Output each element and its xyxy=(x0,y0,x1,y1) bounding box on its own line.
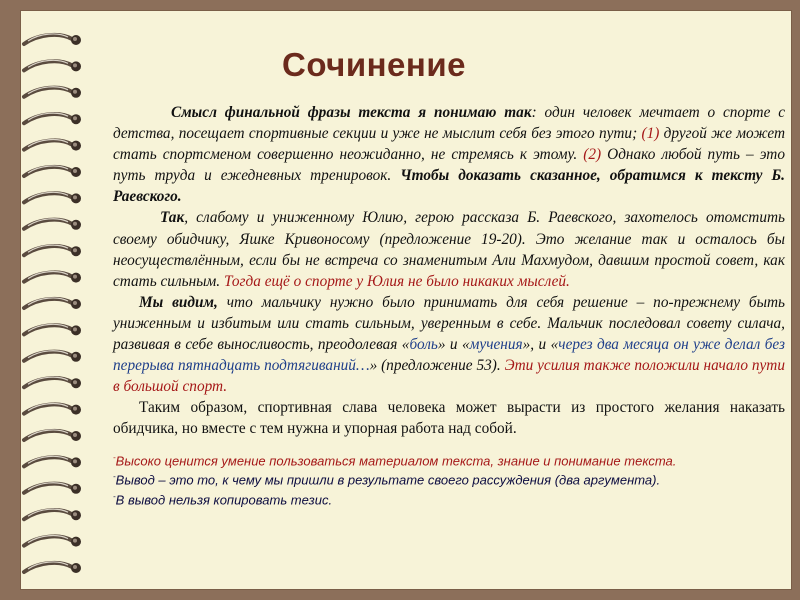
binding-hole-shine xyxy=(73,63,77,67)
note-item: -Вывод – это то, к чему мы пришли в результате своего рассуждения (два аргумента). xyxy=(113,472,661,488)
binding-hole-shine xyxy=(73,169,77,173)
marker-1: (1) xyxy=(641,125,660,143)
paragraph-4-conclusion: Таким образом, спортивная слава человека может вырасти из простого желания наказать обидчика, но вместе с тем нужна и упорная работа над собой. xyxy=(113,399,785,438)
essay-text xyxy=(113,102,785,509)
binding-hole-shine xyxy=(73,275,77,279)
note-item: -Высоко ценится умение пользоваться материалом текста, знание и понимание текста. xyxy=(113,452,677,468)
note-item: -В вывод нельзя копировать тезис. xyxy=(113,492,333,508)
binding-hole-shine xyxy=(73,222,77,226)
text-span: , слабому и униженному Юлию, герою рассказа Б. Раевского, захотелось отомстить своему обидчику, Яшке Кривоносому (предложение 19-20). Это желание так и осталось бы неосуществлённым, если бы не встреча со знаменитым Али Махмудом, давшим простой совет, как стать сильным. xyxy=(113,209,785,290)
text-span: что мальчику нужно было принимать для себя решение – по-прежнему быть униженным и избитым или стать сильным, уверенным в себе. Мальчик последовал совету силача, развивая в себе выносливость, преодолевая « xyxy=(113,293,785,354)
binding-hole-shine xyxy=(73,248,77,252)
binding-hole-shine xyxy=(73,354,77,358)
page-title: Сочинение xyxy=(282,46,466,83)
text-span: », и « xyxy=(522,336,559,354)
binding-hole-shine xyxy=(73,116,77,120)
binding-hole-shine xyxy=(73,486,77,490)
text-span: другой же может стать спортсменом совершенно неожиданно, не стремясь к этому. xyxy=(113,125,785,164)
binding-hole-shine xyxy=(73,195,77,199)
quote: через два месяца он уже делал без перерыва пятнадцать подтягиваний… xyxy=(113,336,785,375)
paragraph-1 xyxy=(113,102,785,207)
binding-hole-shine xyxy=(73,380,77,384)
highlighted-sentence: Тогда ещё о спорте у Юлия не было никаких мыслей. xyxy=(223,272,570,290)
text-span: Однако любой путь – это путь труда и ежедневных тренировок. xyxy=(113,146,785,185)
marker-2: (2) xyxy=(583,146,602,164)
text-span: » (предложение 53). xyxy=(369,357,505,375)
transition-sentence: Чтобы доказать сказанное, обратимся к тексту Б. Раевского. xyxy=(113,167,785,206)
quote: мучения xyxy=(469,336,523,354)
binding-hole-shine xyxy=(73,37,77,41)
binding-hole-shine xyxy=(73,143,77,147)
text-span: » и « xyxy=(437,336,470,354)
binding-hole-shine xyxy=(73,433,77,437)
binding-hole-shine xyxy=(73,459,77,463)
colon: : xyxy=(531,104,537,121)
notes-list xyxy=(113,450,785,509)
quote: боль xyxy=(409,336,438,354)
paragraph-3 xyxy=(113,292,785,397)
paragraph-2 xyxy=(113,207,785,291)
text-span: один человек мечтает о спорте с детства, посещает спортивные секции и уже не мыслит себя без этого пути; xyxy=(113,104,786,143)
binding-hole-shine xyxy=(73,539,77,543)
binding-hole-shine xyxy=(73,90,77,94)
spiral-binding xyxy=(20,24,100,584)
argument-1-lead: Так xyxy=(160,209,185,227)
highlighted-sentence: Эти усилия также положили начало пути в большой спорт. xyxy=(113,357,786,396)
binding-hole-shine xyxy=(73,301,77,305)
argument-2-lead: Мы видим, xyxy=(139,293,218,311)
thesis-lead: Смысл финальной фразы текста я понимаю так xyxy=(171,104,532,121)
notebook-page xyxy=(20,10,792,590)
binding-hole-shine xyxy=(73,512,77,516)
binding-hole-shine xyxy=(73,327,77,331)
binding-hole-shine xyxy=(73,565,77,569)
binding-hole-shine xyxy=(73,407,77,411)
